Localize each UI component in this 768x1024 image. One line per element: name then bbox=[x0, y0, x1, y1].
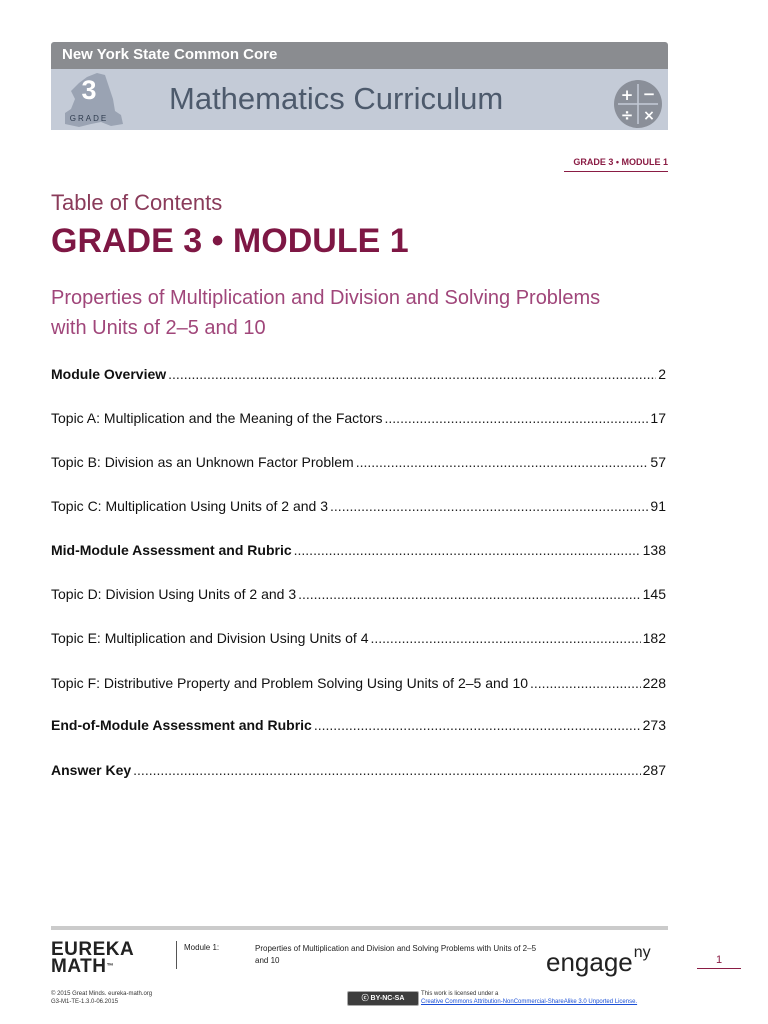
page-number: 1 bbox=[715, 954, 723, 966]
eureka-logo-line2: MATH bbox=[51, 956, 107, 977]
grade-module-tag: GRADE 3 • MODULE 1 bbox=[573, 157, 668, 167]
copyright-block bbox=[51, 990, 152, 1006]
toc-leader-dots bbox=[294, 542, 641, 558]
grade-word: GRADE bbox=[69, 114, 109, 123]
toc-entry-title: Topic D: Division Using Units of 2 and 3 bbox=[51, 586, 297, 602]
license-intro: This work is licensed under a bbox=[421, 991, 499, 997]
toc-entry-answer-key[interactable] bbox=[51, 762, 666, 784]
eureka-logo-tm: ™ bbox=[106, 963, 114, 970]
toc-entry-title: Topic A: Multiplication and the Meaning of the Factors bbox=[51, 410, 383, 426]
creative-commons-badge-icon: ⓒ BY-NC-SA bbox=[347, 991, 419, 1006]
math-operations-icon bbox=[613, 79, 663, 129]
grade-tag-underline bbox=[564, 171, 668, 172]
toc-entry-title: Topic C: Multiplication Using Units of 2 and 3 bbox=[51, 498, 329, 514]
toc-entry-end-of-module-assessment[interactable] bbox=[51, 717, 666, 739]
module-title: GRADE 3 • MODULE 1 bbox=[51, 222, 409, 260]
footer-rule bbox=[51, 926, 668, 930]
engage-word: engage bbox=[546, 947, 633, 977]
toc-entry-page: 182 bbox=[642, 630, 666, 646]
eureka-math-logo bbox=[51, 941, 134, 975]
page-number-underline bbox=[697, 968, 741, 969]
toc-entry-topic-b[interactable] bbox=[51, 454, 666, 476]
copyright-text: © 2015 Great Minds. eureka-math.org bbox=[51, 991, 153, 997]
header-banner-main bbox=[51, 69, 668, 130]
license-block bbox=[421, 990, 637, 1006]
toc-entry-title: Topic B: Division as an Unknown Factor Problem bbox=[51, 454, 354, 470]
svg-text:÷: ÷ bbox=[620, 106, 634, 124]
toc-entry-page: 138 bbox=[642, 542, 666, 558]
curriculum-title: Mathematics Curriculum bbox=[169, 81, 504, 116]
cc-badge-text: BY-NC-SA bbox=[370, 995, 405, 1002]
toc-entry-page: 91 bbox=[650, 498, 666, 514]
toc-entry-page: 273 bbox=[642, 717, 666, 733]
toc-leader-dots bbox=[370, 630, 640, 646]
toc-entry-topic-c[interactable] bbox=[51, 498, 666, 520]
toc-leader-dots bbox=[356, 454, 649, 470]
toc-entry-page: 2 bbox=[658, 366, 666, 382]
toc-entry-title: Answer Key bbox=[51, 762, 132, 778]
eureka-logo-line1: EUREKA bbox=[51, 939, 135, 960]
toc-entry-topic-a[interactable] bbox=[51, 410, 666, 432]
toc-entry-title: Module Overview bbox=[51, 366, 167, 382]
toc-entry-topic-f[interactable] bbox=[51, 675, 666, 697]
footer-module-description: Properties of Multiplication and Division and Solving Problems with Units of 2–5 and 10 bbox=[255, 944, 537, 965]
toc-leader-dots bbox=[314, 717, 641, 733]
footer-module-label: Module 1: bbox=[184, 943, 220, 952]
header-banner-top bbox=[51, 42, 668, 69]
toc-entry-module-overview[interactable] bbox=[51, 366, 666, 388]
table-of-contents-label: Table of Contents bbox=[51, 190, 223, 215]
engage-ny: ny bbox=[633, 944, 651, 961]
license-link[interactable]: Creative Commons Attribution-NonCommercial-ShareAlike 3.0 Unported License. bbox=[421, 999, 638, 1005]
module-subtitle: Properties of Multiplication and Division and Solving Problems with Units of 2–5 and 10 bbox=[51, 287, 601, 339]
toc-entry-page: 17 bbox=[650, 410, 666, 426]
toc-leader-dots bbox=[133, 762, 640, 778]
toc-leader-dots bbox=[168, 366, 656, 382]
engageny-logo bbox=[546, 944, 651, 978]
toc-entry-title: Topic F: Distributive Property and Problem Solving Using Units of 2–5 and 10 bbox=[51, 675, 529, 691]
toc-leader-dots bbox=[385, 410, 649, 426]
svg-text:×: × bbox=[643, 108, 655, 124]
toc-leader-dots bbox=[330, 498, 648, 514]
grade-number: 3 bbox=[81, 75, 97, 105]
svg-text:−: − bbox=[642, 85, 656, 103]
footer-divider bbox=[176, 941, 177, 969]
toc-entry-page: 57 bbox=[650, 454, 666, 470]
toc-entry-page: 287 bbox=[642, 762, 666, 778]
toc-entry-title: Mid-Module Assessment and Rubric bbox=[51, 542, 292, 558]
toc-entry-topic-e[interactable] bbox=[51, 630, 666, 652]
toc-entry-page: 145 bbox=[642, 586, 666, 602]
toc-entry-topic-d[interactable] bbox=[51, 586, 666, 608]
toc-leader-dots bbox=[530, 675, 641, 691]
toc-leader-dots bbox=[298, 586, 641, 602]
toc-entry-title: Topic E: Multiplication and Division Using Units of 4 bbox=[51, 630, 369, 646]
document-code: G3-M1-TE-1.3.0-06.2015 bbox=[51, 999, 119, 1005]
toc-entry-title: End-of-Module Assessment and Rubric bbox=[51, 717, 312, 733]
svg-text:+: + bbox=[620, 86, 634, 104]
toc-entry-page: 228 bbox=[642, 675, 666, 691]
banner-text: New York State Common Core bbox=[62, 46, 278, 63]
toc-entry-mid-module-assessment[interactable] bbox=[51, 542, 666, 564]
